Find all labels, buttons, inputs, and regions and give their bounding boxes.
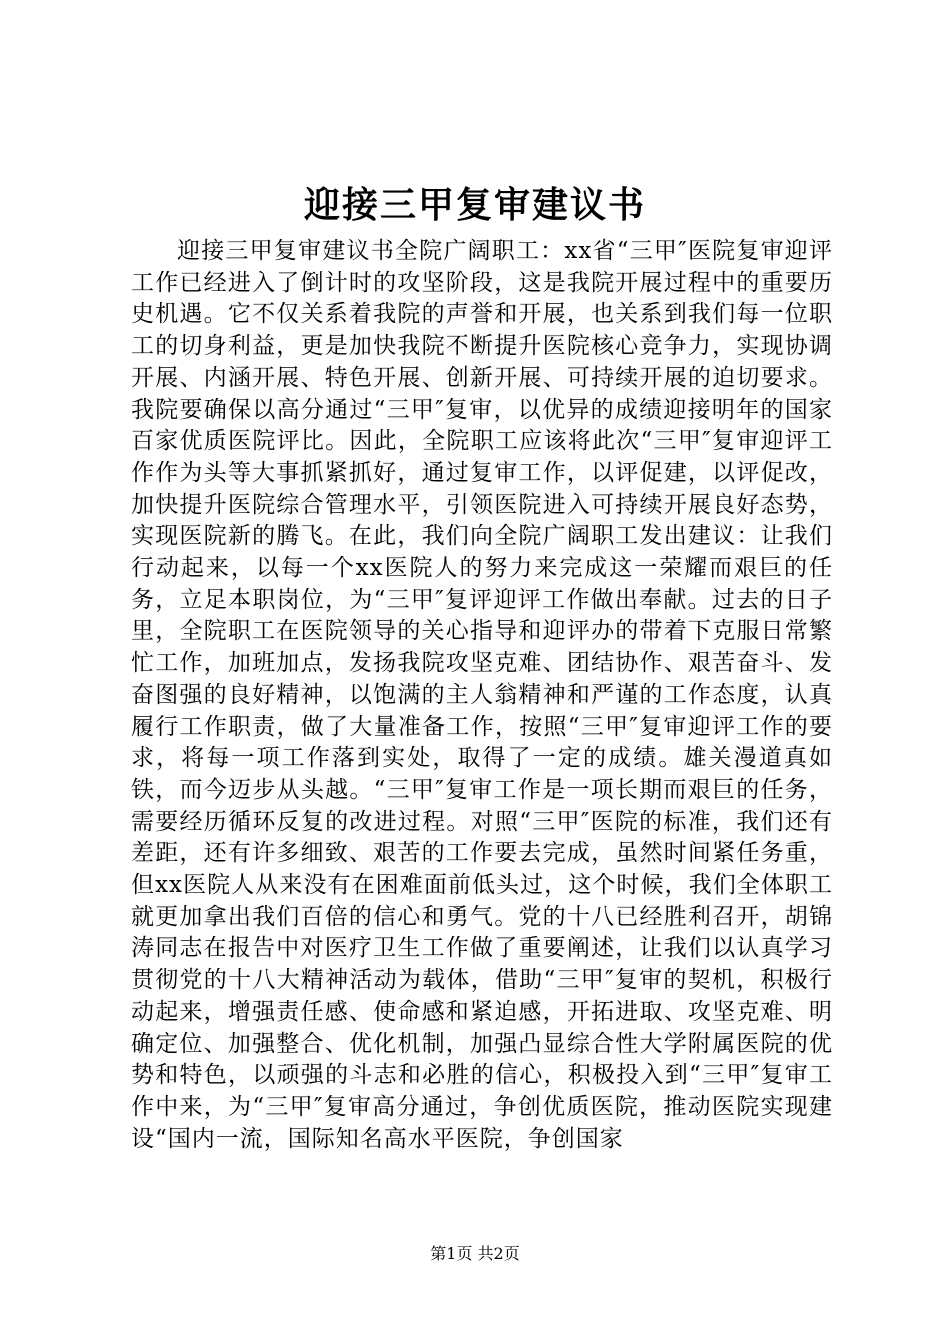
document-body-paragraph: 迎接三甲复审建议书全院广阔职工：xx省“三甲″医院复审迎评工作已经进入了倒计时的攻坚阶段，这是我院开展过程中的重要历史机遇。它不仅关系着我院的声誉和开展，也关系到我们每一位职工的切身利益，更是加快我院不断提升医院核心竞争力，实现协调开展、内涵开展、特色开展、创新开展、可持续开展的迫切要求。我院要确保以高分通过“三甲″复审，以优异的成绩迎接明年的国家百家优质医院评比。因此，全院职工应该将此次“三甲″复审迎评工作作为头等大事抓紧抓好，通过复审工作，以评促建，以评促改，加快提升医院综合管理水平，引领医院进入可持续开展良好态势，实现医院新的腾飞。在此，我们向全院广阔职工发出建议：让我们行动起来，以每一个xx医院人的努力来完成这一荣耀而艰巨的任务，立足本职岗位，为“三甲″复评迎评工作做出奉献。过去的日子里，全院职工在医院领导的关心指导和迎评办的带着下克服日常繁忙工作，加班加点，发扬我院攻坚克难、团结协作、艰苦奋斗、发奋图强的良好精神，以饱满的主人翁精神和严谨的工作态度，认真履行工作职责，做了大量准备工作，按照“三甲″复审迎评工作的要求，将每一项工作落到实处，取得了一定的成绩。雄关漫道真如铁，而今迈步从头越。“三甲″复审工作是一项长期而艰巨的任务，需要经历循环反复的改进过程。对照“三甲″医院的标准，我们还有差距，还有许多细致、艰苦的工作要去完成，虽然时间紧任务重，但xx医院人从来没有在困难面前低头过，这个时候，我们全体职工就更加拿出我们百倍的信心和勇气。党的十八已经胜利召开，胡锦涛同志在报告中对医疗卫生工作做了重要阐述，让我们以认真学习贯彻党的十八大精神活动为载体，借助“三甲″复审的契机，积极行动起来，增强责任感、使命感和紧迫感，开拓进取、攻坚克难、明确定位、加强整合、优化机制，加强凸显综合性大学附属医院的优势和特色，以顽强的斗志和必胜的信心，积极投入到“三甲″复审工作中来，为“三甲″复审高分通过，争创优质医院，推动医院实现建设“国内一流，国际知名高水平医院，争创国家 — [131, 238, 833, 1152]
document-title: 迎接三甲复审建议书 — [303, 184, 646, 226]
page-number-footer: 第1页 共2页 — [430, 1244, 520, 1263]
